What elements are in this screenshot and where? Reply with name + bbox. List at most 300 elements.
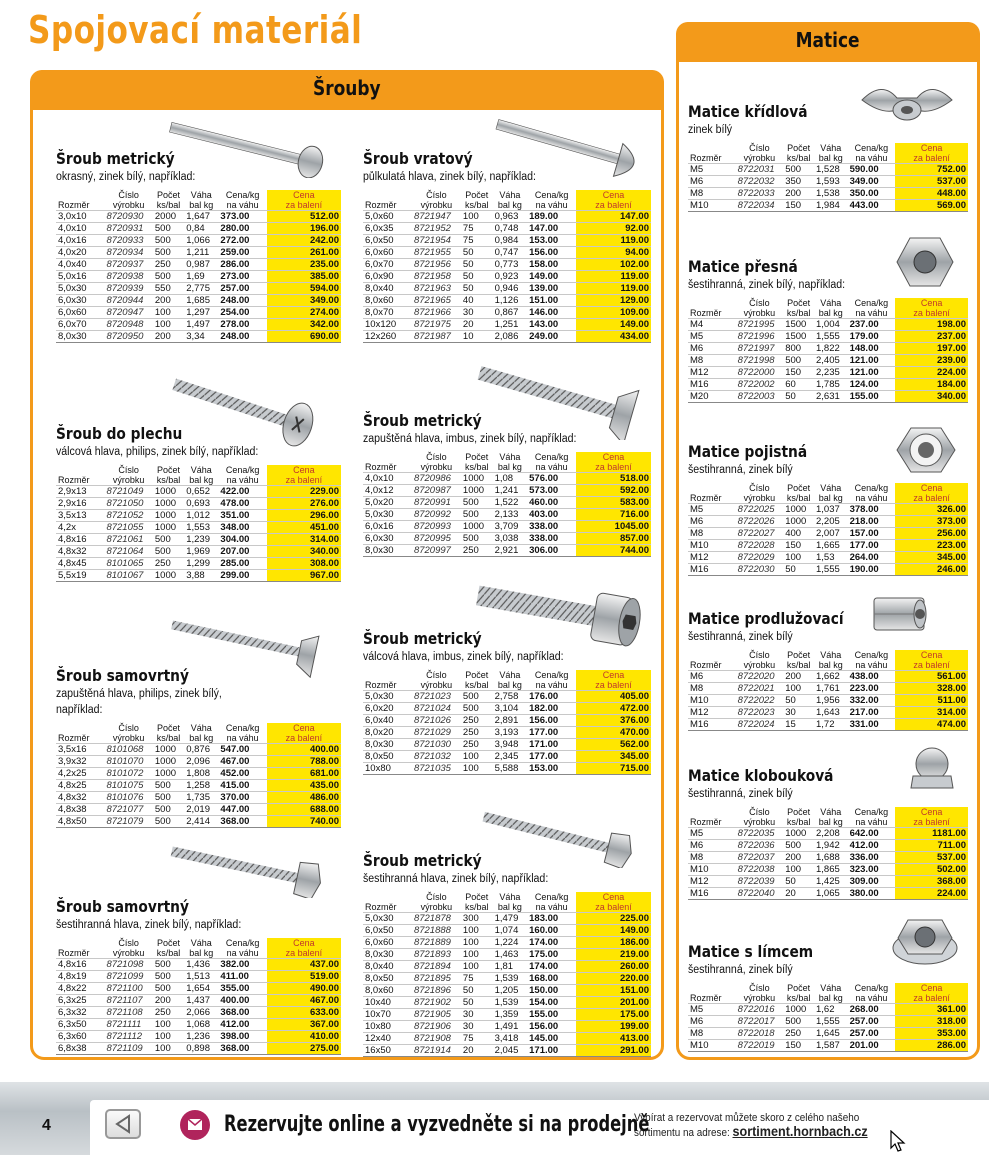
size-cell: M16 [688, 888, 736, 900]
price-per-kg-cell: 155.00 [848, 391, 896, 403]
price-per-kg-cell: 182.00 [527, 703, 576, 715]
price-per-kg-cell: 174.00 [527, 961, 576, 973]
count-cell: 250 [461, 739, 493, 751]
sku-cell: 8721077 [104, 804, 152, 816]
sku-cell: 8721902 [412, 997, 461, 1009]
weight-cell: 1,012 [184, 510, 218, 522]
size-cell: 4,8x32 [56, 546, 104, 558]
column-header: Váha bal kg [189, 938, 214, 958]
price-cell: 1181.00 [895, 828, 968, 840]
column-header: Cena/kg na váhu [854, 298, 889, 318]
column-header: Cena za balení [895, 807, 968, 828]
weight-cell: 1,654 [184, 983, 218, 995]
sku-cell: 8721079 [104, 816, 152, 828]
count-cell: 200 [783, 852, 814, 864]
sku-cell: 8722025 [736, 504, 784, 516]
product-title: Šroub metrický [363, 629, 482, 648]
product-title: Matice prodlužovací [688, 609, 844, 628]
size-cell: 4,0x20 [56, 247, 104, 259]
column-header: Cena za balení [895, 298, 968, 319]
weight-cell: 1,211 [184, 247, 218, 259]
size-cell: 8,0x50 [363, 751, 412, 763]
price-cell: 308.00 [267, 558, 341, 570]
price-cell: 223.00 [895, 540, 968, 552]
size-cell: 5,0x30 [363, 509, 412, 521]
price-cell: 224.00 [895, 888, 968, 900]
sku-cell: 8720931 [104, 223, 152, 235]
table-row [688, 516, 968, 528]
weight-cell: 1,497 [184, 319, 218, 331]
weight-cell: 1,808 [184, 768, 218, 780]
column-header: Cena za balení [895, 483, 968, 504]
weight-cell: 1,62 [814, 1004, 848, 1016]
price-per-kg-cell: 280.00 [218, 223, 266, 235]
price-per-kg-cell: 349.00 [848, 176, 896, 188]
count-cell: 1000 [153, 498, 184, 510]
count-cell: 200 [153, 995, 184, 1007]
price-cell: 340.00 [267, 546, 341, 558]
price-cell: 740.00 [267, 816, 341, 828]
price-cell: 109.00 [576, 307, 651, 319]
price-cell: 537.00 [895, 852, 968, 864]
count-cell: 75 [461, 235, 493, 247]
cap-nut-image [905, 742, 959, 796]
sku-cell: 8721878 [412, 913, 461, 925]
product-title: Matice s límcem [688, 942, 814, 961]
price-cell: 437.00 [267, 959, 341, 971]
price-per-kg-cell: 177.00 [848, 540, 896, 552]
price-cell: 92.00 [576, 223, 651, 235]
weight-cell: 1,08 [493, 473, 528, 485]
table-row [688, 379, 968, 391]
price-cell: 490.00 [267, 983, 341, 995]
table-row [56, 235, 341, 247]
size-cell: 6,0x30 [363, 533, 412, 545]
price-cell: 229.00 [267, 486, 341, 498]
count-cell: 10 [461, 331, 493, 343]
price-cell: 561.00 [895, 671, 968, 683]
size-cell: 8,0x30 [363, 545, 412, 557]
weight-cell: 0,867 [493, 307, 528, 319]
column-header: Počet ks/bal [786, 483, 811, 503]
price-cell: 318.00 [895, 1016, 968, 1028]
count-cell: 500 [153, 271, 184, 283]
size-cell: M5 [688, 828, 736, 840]
count-cell: 150 [783, 200, 814, 212]
count-cell: 50 [461, 283, 493, 295]
sku-cell: 8722038 [736, 864, 784, 876]
table-row [56, 816, 341, 828]
table-row [363, 727, 651, 739]
column-header: Cena za balení [576, 892, 651, 913]
table-row [688, 695, 968, 707]
wing-nut-image [852, 70, 962, 140]
weight-cell: 1,491 [493, 1021, 528, 1033]
price-per-kg-cell: 368.00 [218, 1043, 266, 1055]
price-cell: 744.00 [576, 545, 651, 557]
price-cell: 149.00 [576, 319, 651, 331]
weight-cell: 1,437 [184, 995, 218, 1007]
table-row [56, 307, 341, 319]
size-cell: M10 [688, 864, 736, 876]
weight-cell: 1,956 [814, 695, 848, 707]
table-row [363, 913, 651, 925]
product-subtitle: válcová hlava, imbus, zinek bílý, například: [363, 651, 564, 663]
table-row [688, 200, 968, 212]
size-cell: 6,8x38 [56, 1043, 104, 1055]
count-cell: 2000 [153, 211, 184, 223]
count-cell: 200 [783, 671, 814, 683]
product-title: Matice přesná [688, 257, 798, 276]
price-cell: 376.00 [576, 715, 651, 727]
shop-link[interactable]: sortiment.hornbach.cz [732, 1123, 868, 1139]
size-cell: M10 [688, 1040, 736, 1052]
back-button[interactable] [105, 1109, 141, 1139]
sku-cell: 8721955 [412, 247, 461, 259]
weight-cell: 1,969 [184, 546, 218, 558]
count-cell: 500 [783, 840, 814, 852]
price-per-kg-cell: 121.00 [848, 355, 896, 367]
count-cell: 1000 [461, 521, 493, 533]
price-cell: 102.00 [576, 259, 651, 271]
count-cell: 1000 [153, 510, 184, 522]
weight-cell: 3,948 [493, 739, 528, 751]
table-row [688, 876, 968, 888]
weight-cell: 0,747 [493, 247, 528, 259]
size-cell: 10x120 [363, 319, 412, 331]
flange-nut-image [890, 908, 960, 970]
table-row [363, 715, 651, 727]
table-row [688, 683, 968, 695]
sku-cell: 8721893 [412, 949, 461, 961]
product-subtitle: zapuštěná hlava, imbus, zinek bílý, například: [363, 433, 577, 445]
table-row [363, 1009, 651, 1021]
weight-cell: 0,84 [184, 223, 218, 235]
sku-cell: 8720944 [104, 295, 152, 307]
table-row [363, 703, 651, 715]
count-cell: 100 [461, 949, 493, 961]
price-per-kg-cell: 412.00 [218, 1019, 266, 1031]
price-cell: 361.00 [895, 1004, 968, 1016]
size-cell: 3,5x13 [56, 510, 104, 522]
sku-cell: 8721052 [104, 510, 152, 522]
size-cell: 4,0x16 [56, 235, 104, 247]
price-per-kg-cell: 124.00 [848, 379, 896, 391]
product-subtitle: válcová hlava, philips, zinek bílý, například: [56, 446, 259, 458]
table-row [688, 828, 968, 840]
table-row [56, 804, 341, 816]
price-per-kg-cell: 139.00 [527, 283, 576, 295]
price-cell: 715.00 [576, 763, 651, 775]
column-header: Rozměr [58, 475, 90, 485]
table-row [363, 961, 651, 973]
size-cell: 4,8x50 [56, 816, 104, 828]
count-cell: 100 [461, 763, 493, 775]
price-per-kg-cell: 177.00 [527, 751, 576, 763]
weight-cell: 2,345 [493, 751, 528, 763]
count-cell: 150 [783, 1040, 814, 1052]
price-per-kg-cell: 259.00 [218, 247, 266, 259]
count-cell: 1500 [783, 331, 814, 343]
weight-cell: 1,436 [184, 959, 218, 971]
product-block [56, 150, 341, 343]
weight-cell: 0,923 [493, 271, 528, 283]
count-cell: 250 [153, 558, 184, 570]
column-header: Cena za balení [576, 670, 651, 691]
count-cell: 100 [461, 925, 493, 937]
size-cell: 3,0x10 [56, 211, 104, 223]
sku-cell: 8721029 [412, 727, 461, 739]
price-per-kg-cell: 348.00 [218, 522, 266, 534]
count-cell: 20 [783, 888, 814, 900]
weight-cell: 2,921 [493, 545, 528, 557]
size-cell: M8 [688, 1028, 736, 1040]
table-row [363, 973, 651, 985]
weight-cell: 2,066 [184, 1007, 218, 1019]
table-row [56, 983, 341, 995]
size-cell: 6,0x60 [363, 937, 412, 949]
sku-cell: 8721112 [104, 1031, 152, 1043]
price-per-kg-cell: 467.00 [218, 756, 266, 768]
weight-cell: 1,065 [814, 888, 848, 900]
weight-cell: 3,038 [493, 533, 528, 545]
price-cell: 367.00 [267, 1019, 341, 1031]
sku-cell: 8720997 [412, 545, 461, 557]
price-per-kg-cell: 460.00 [527, 497, 576, 509]
sku-cell: 8721109 [104, 1043, 152, 1055]
table-row [688, 840, 968, 852]
count-cell: 50 [461, 997, 493, 1009]
sku-cell: 8721026 [412, 715, 461, 727]
price-cell: 276.00 [267, 498, 341, 510]
price-cell: 413.00 [576, 1033, 651, 1045]
price-cell: 400.00 [267, 744, 341, 756]
table-row [688, 1004, 968, 1016]
count-cell: 50 [783, 564, 814, 576]
size-cell: 10x80 [363, 1021, 412, 1033]
weight-cell: 1,425 [814, 876, 848, 888]
table-row [363, 937, 651, 949]
price-per-kg-cell: 218.00 [848, 516, 896, 528]
size-cell: 4,8x25 [56, 780, 104, 792]
column-header: Cena za balení [895, 983, 968, 1004]
weight-cell: 2,414 [184, 816, 218, 828]
product-title: Matice pojistná [688, 442, 808, 461]
price-per-kg-cell: 248.00 [218, 295, 266, 307]
sku-cell: 8720933 [104, 235, 152, 247]
table-row [363, 259, 651, 271]
size-cell: 2,9x16 [56, 498, 104, 510]
weight-cell: 1,539 [493, 997, 528, 1009]
size-cell: 8,0x30 [56, 331, 104, 343]
product-title: Šroub vratový [363, 149, 473, 168]
product-block [56, 667, 341, 828]
price-per-kg-cell: 158.00 [527, 259, 576, 271]
product-title: Šroub samovrtný [56, 666, 189, 685]
size-cell: 6,3x32 [56, 1007, 104, 1019]
count-cell: 1000 [153, 486, 184, 498]
table-row [363, 247, 651, 259]
column-header: Rozměr [690, 153, 722, 163]
count-cell: 100 [461, 937, 493, 949]
coupling-nut-image [870, 588, 930, 638]
price-per-kg-cell: 355.00 [218, 983, 266, 995]
table-row [688, 391, 968, 403]
price-cell: 291.00 [576, 1045, 651, 1057]
column-header: Počet ks/bal [156, 938, 181, 958]
weight-cell: 2,405 [814, 355, 848, 367]
price-cell: 594.00 [267, 283, 341, 295]
size-cell: 4,8x22 [56, 983, 104, 995]
count-cell: 50 [461, 271, 493, 283]
table-row [56, 959, 341, 971]
sku-cell: 8720986 [412, 473, 461, 485]
table-row [56, 283, 341, 295]
price-cell: 345.00 [576, 751, 651, 763]
price-cell: 434.00 [576, 331, 651, 343]
table-row [688, 719, 968, 731]
weight-cell: 5,588 [493, 763, 528, 775]
column-header: Cena/kg na váhu [225, 723, 260, 743]
sku-cell: 8722000 [736, 367, 784, 379]
price-cell: 711.00 [895, 840, 968, 852]
table-row [688, 888, 968, 900]
sku-cell: 8721024 [412, 703, 461, 715]
weight-cell: 1,81 [493, 961, 528, 973]
count-cell: 75 [461, 223, 493, 235]
sku-cell: 8101076 [104, 792, 152, 804]
size-cell: 4,0x10 [363, 473, 412, 485]
count-cell: 75 [461, 973, 493, 985]
sku-cell: 8721896 [412, 985, 461, 997]
size-cell: M8 [688, 683, 736, 695]
sku-cell: 8101068 [104, 744, 152, 756]
weight-cell: 1,555 [814, 331, 848, 343]
price-cell: 260.00 [576, 961, 651, 973]
sku-cell: 8720934 [104, 247, 152, 259]
column-header: Cena/kg na váhu [854, 807, 889, 827]
price-per-kg-cell: 411.00 [218, 971, 266, 983]
price-cell: 184.00 [895, 379, 968, 391]
count-cell: 500 [461, 497, 493, 509]
count-cell: 250 [461, 727, 493, 739]
product-table [688, 143, 968, 212]
price-cell: 196.00 [267, 223, 341, 235]
column-header: Cena/kg na váhu [854, 983, 889, 1003]
column-header: Váha bal kg [497, 670, 522, 690]
table-row [363, 235, 651, 247]
column-header: Číslo výrobku [420, 892, 453, 912]
count-cell: 500 [153, 971, 184, 983]
price-per-kg-cell: 157.00 [848, 528, 896, 540]
price-per-kg-cell: 145.00 [527, 1033, 576, 1045]
sku-cell: 8722030 [736, 564, 784, 576]
reserve-icon [180, 1110, 210, 1140]
price-per-kg-cell: 415.00 [218, 780, 266, 792]
column-header: Počet ks/bal [464, 892, 489, 912]
weight-cell: 1,662 [814, 671, 848, 683]
weight-cell: 1,645 [814, 1028, 848, 1040]
sku-cell: 8722022 [736, 695, 784, 707]
weight-cell: 2,096 [184, 756, 218, 768]
price-per-kg-cell: 278.00 [218, 319, 266, 331]
count-cell: 100 [783, 552, 814, 564]
column-header: Cena za balení [267, 723, 341, 744]
product-title: Matice křídlová [688, 102, 808, 121]
size-cell: 4,2x25 [56, 768, 104, 780]
product-title: Šroub do plechu [56, 424, 183, 443]
price-per-kg-cell: 373.00 [218, 211, 266, 223]
count-cell: 250 [461, 545, 493, 557]
price-per-kg-cell: 422.00 [218, 486, 266, 498]
price-cell: 314.00 [895, 707, 968, 719]
price-cell: 242.00 [267, 235, 341, 247]
column-header: Počet ks/bal [464, 452, 489, 472]
price-cell: 342.00 [267, 319, 341, 331]
sku-cell: 8721108 [104, 1007, 152, 1019]
price-per-kg-cell: 309.00 [848, 876, 896, 888]
size-cell: M10 [688, 200, 736, 212]
sku-cell: 8721099 [104, 971, 152, 983]
size-cell: 5,0x30 [56, 283, 104, 295]
count-cell: 40 [461, 295, 493, 307]
price-cell: 373.00 [895, 516, 968, 528]
size-cell: M12 [688, 876, 736, 888]
sku-cell: 8722039 [736, 876, 784, 888]
weight-cell: 1,984 [814, 200, 848, 212]
weight-cell: 0,693 [184, 498, 218, 510]
price-per-kg-cell: 438.00 [848, 671, 896, 683]
weight-cell: 1,53 [814, 552, 848, 564]
size-cell: 6,0x60 [363, 247, 412, 259]
sku-cell: 8721997 [736, 343, 784, 355]
table-row [363, 307, 651, 319]
sku-cell: 8721032 [412, 751, 461, 763]
size-cell: 6,0x40 [363, 715, 412, 727]
sku-cell: 8721908 [412, 1033, 461, 1045]
size-cell: M8 [688, 528, 736, 540]
count-cell: 50 [783, 876, 814, 888]
price-per-kg-cell: 573.00 [527, 485, 576, 497]
column-header: Cena/kg na váhu [854, 483, 889, 503]
sku-cell: 8720995 [412, 533, 461, 545]
price-cell: 502.00 [895, 864, 968, 876]
price-per-kg-cell: 378.00 [848, 504, 896, 516]
table-row [56, 534, 341, 546]
countersunk-drill-screw-image [160, 608, 340, 678]
column-header: Váha bal kg [818, 650, 843, 670]
weight-cell: 3,88 [184, 570, 218, 582]
size-cell: 4,2x [56, 522, 104, 534]
table-row [363, 997, 651, 1009]
count-cell: 1000 [153, 768, 184, 780]
column-header: Číslo výrobku [112, 190, 145, 210]
count-cell: 1000 [461, 473, 493, 485]
column-header: Počet ks/bal [464, 190, 489, 210]
weight-cell: 1,522 [493, 497, 528, 509]
weight-cell: 0,773 [493, 259, 528, 271]
product-subtitle: šestihranná hlava, zinek bílý, například: [56, 919, 242, 931]
table-row [363, 497, 651, 509]
column-header: Rozměr [365, 680, 397, 690]
sku-cell: 8722003 [736, 391, 784, 403]
sku-cell: 8722031 [736, 164, 784, 176]
carriage-bolt-image [488, 112, 658, 182]
price-per-kg-cell: 351.00 [218, 510, 266, 522]
column-header: Číslo výrobku [743, 807, 776, 827]
promo-text: Rezervujte online a vyzvedněte si na prodejně [224, 1112, 650, 1137]
size-cell: M6 [688, 671, 736, 683]
